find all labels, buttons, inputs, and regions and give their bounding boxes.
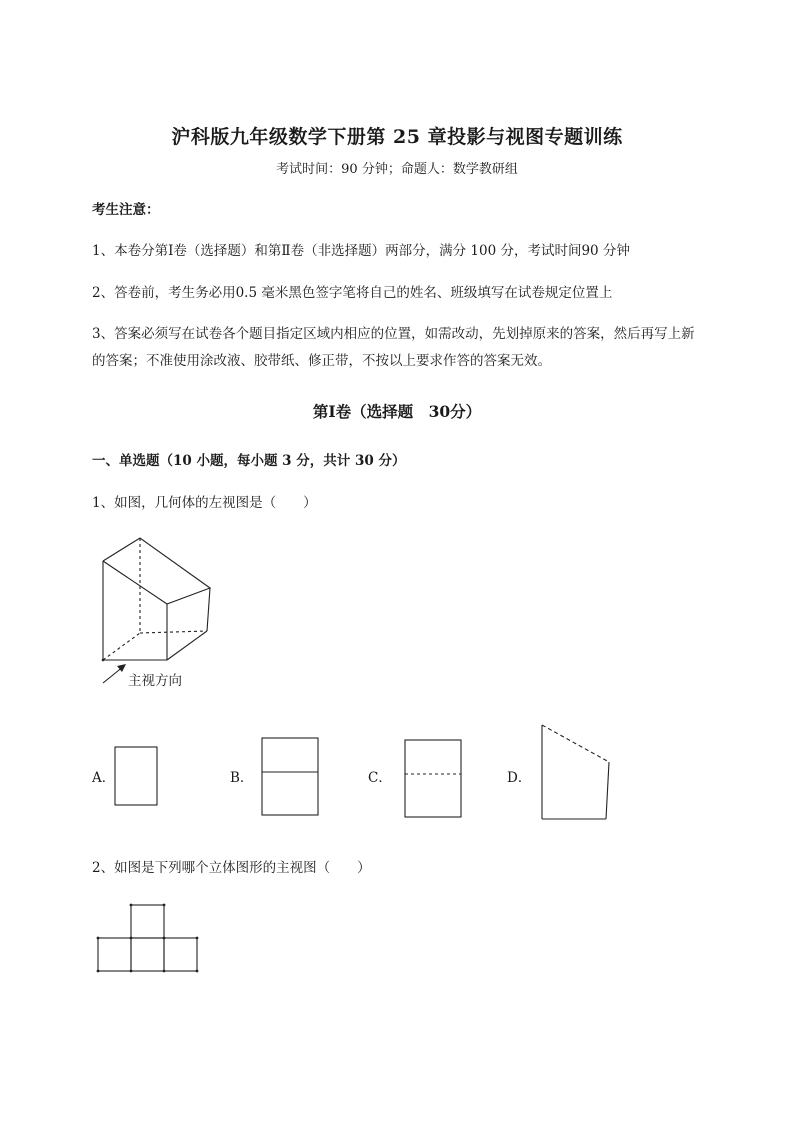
view-direction-label: 主视方向 bbox=[128, 673, 182, 689]
question-2-text: 2、如图是下列哪个立体图形的主视图（ ） bbox=[92, 860, 371, 876]
question-1-text: 1、如图，几何体的左视图是（ ） bbox=[92, 495, 317, 511]
option-c-label: C． bbox=[368, 770, 392, 786]
section-title: 第Ⅰ卷（选择题 30分） bbox=[312, 402, 482, 421]
question-2-front-view-figure bbox=[95, 902, 205, 976]
option-d-label: D． bbox=[507, 770, 532, 786]
option-b-label: B． bbox=[230, 770, 254, 786]
page-title: 沪科版九年级数学下册第 25 章投影与视图专题训练 bbox=[171, 126, 623, 148]
notice-item-3-cont: 的答案；不准使用涂改液、胶带纸、修正带，不按以上要求作答的答案无效。 bbox=[92, 353, 551, 369]
part-heading: 一、单选题（10 小题，每小题 3 分，共计 30 分） bbox=[92, 453, 406, 469]
notice-item-3: 3、答案必须写在试卷各个题目指定区域内相应的位置，如需改动，先划掉原来的答案，然后再写上新 bbox=[92, 326, 695, 342]
option-a-figure bbox=[114, 746, 160, 808]
option-c-figure bbox=[404, 739, 464, 819]
option-d-figure bbox=[538, 722, 614, 822]
option-a-label: A． bbox=[92, 770, 116, 786]
notice-heading: 考生注意： bbox=[92, 202, 160, 218]
option-b-figure bbox=[261, 737, 321, 817]
notice-item-1: 1、本卷分第Ⅰ卷（选择题）和第Ⅱ卷（非选择题）两部分，满分 100 分，考试时间90 分钟 bbox=[92, 243, 630, 259]
notice-item-2: 2、答卷前，考生务必用0.5 毫米黑色签字笔将自己的姓名、班级填写在试卷规定位置上 bbox=[92, 285, 613, 301]
solid-top-face bbox=[103, 538, 210, 604]
exam-subtitle: 考试时间：90 分钟；命题人：数学教研组 bbox=[276, 162, 518, 177]
